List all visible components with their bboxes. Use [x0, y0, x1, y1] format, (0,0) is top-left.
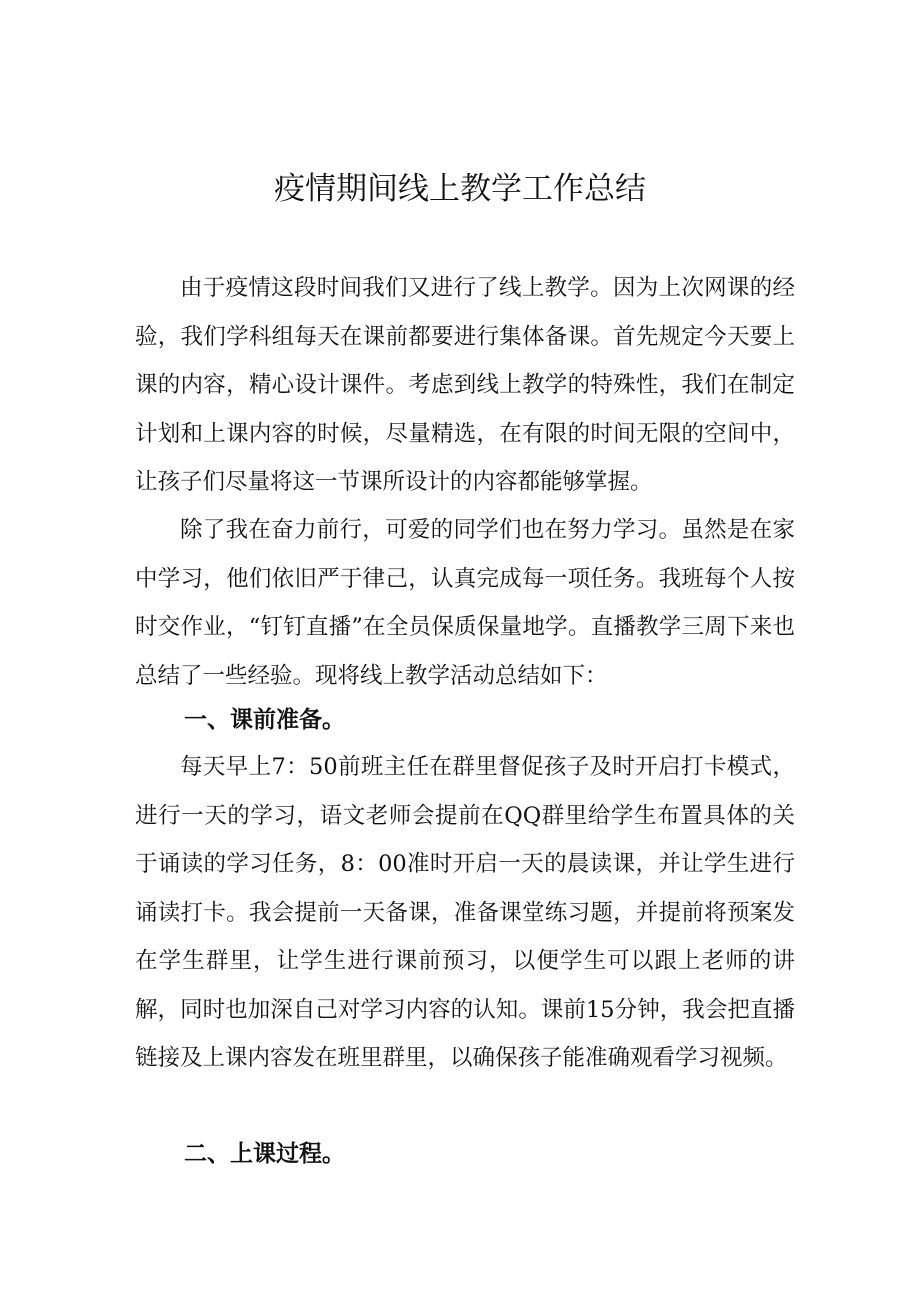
section-heading-preparation: 一、课前准备。	[184, 707, 345, 733]
document-title: 疫情期间线上教学工作总结	[274, 171, 646, 207]
paragraph-students: 除了我在奋力前行，可爱的同学们也在努力学习。虽然是在家中学习，他们依旧严于律己，认真完成每一项任务。我班每个人按时交作业，“钉钉直播”在全员保质保量地学。直播教学三周下来也总结了一些经验。现将线上教学活动总结如下：	[135, 517, 795, 689]
section-heading-class-process: 二、上课过程。	[184, 1141, 345, 1167]
paragraph-preparation: 每天早上7：50前班主任在群里督促孩子及时开启打卡模式，进行一天的学习，语文老师会提前在QQ群里给学生布置具体的关于诵读的学习任务，8：00准时开启一天的晨读课，并让学生进行诵读打卡。我会提前一天备课，准备课堂练习题，并提前将预案发在学生群里，让学生进行课前预习，以便学生可以跟上老师的讲解，同时也加深自己对学习内容的认知。课前15分钟，我会把直播链接及上课内容发在班里群里，以确保孩子能准确观看学习视频。	[135, 754, 795, 1071]
paragraph-intro: 由于疫情这段时间我们又进行了线上教学。因为上次网课的经验，我们学科组每天在课前都要进行集体备课。首先规定今天要上课的内容，精心设计课件。考虑到线上教学的特殊性，我们在制定计划和上课内容的时候，尽量精选，在有限的时间无限的空间中，让孩子们尽量将这一节课所设计的内容都能够掌握。	[135, 275, 795, 495]
